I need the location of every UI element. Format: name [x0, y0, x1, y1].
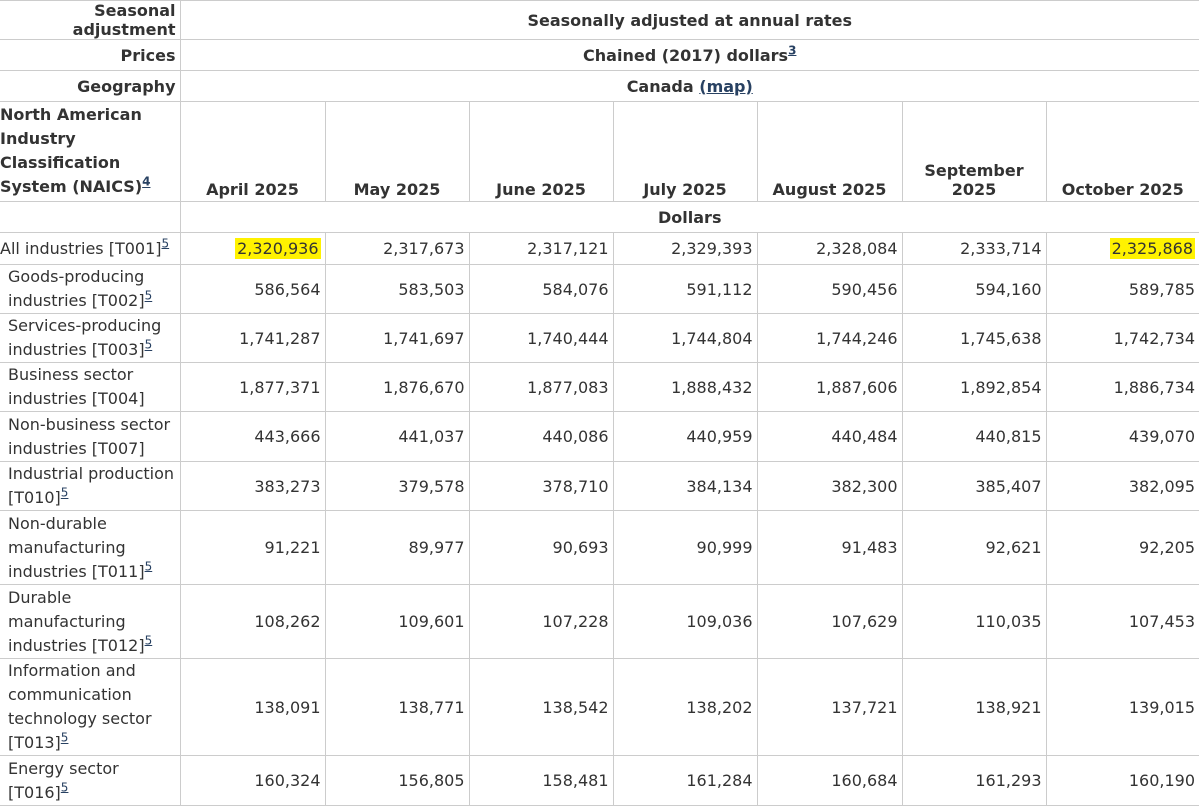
value-cell [902, 314, 1046, 363]
row-label: Non-durable manufacturing industries [T011] [8, 513, 145, 581]
value-cell [325, 756, 469, 806]
value-cell [757, 756, 902, 806]
map-link[interactable]: (map) [699, 76, 753, 96]
value-cell [1046, 363, 1199, 412]
value-text: 2,325,868 [1111, 239, 1193, 258]
value-cell [613, 314, 757, 363]
row-label: Services-producing industries [T003] [8, 316, 162, 359]
value-cell [902, 659, 1046, 756]
table-head [0, 1, 1199, 233]
value-cell [180, 462, 325, 511]
naics-label: North American Industry Classification System (NAICS) [0, 105, 143, 196]
value-cell [325, 585, 469, 659]
row-footnote-link[interactable]: 5 [60, 780, 69, 795]
value-text: 138,202 [686, 697, 753, 717]
value-text: 109,601 [398, 612, 465, 631]
value-text: 440,484 [831, 427, 898, 446]
value-text: 138,542 [542, 697, 609, 717]
value-text: 384,134 [686, 476, 753, 496]
seasonal-adjustment-label: Seasonal adjustment [0, 1, 180, 40]
value-cell [469, 756, 613, 806]
value-cell [902, 462, 1046, 511]
value-text: 441,037 [398, 427, 465, 446]
value-text: 138,771 [398, 697, 465, 717]
value-text: 108,262 [254, 612, 321, 631]
row-header [0, 314, 180, 363]
header-row-prices [0, 40, 1199, 71]
value-text: 1,745,638 [960, 328, 1042, 348]
table-row [0, 412, 1199, 462]
value-cell [902, 233, 1046, 265]
value-cell [180, 314, 325, 363]
header-row-geography [0, 71, 1199, 102]
value-text: 583,503 [398, 279, 465, 299]
table-row [0, 511, 1199, 585]
value-cell [757, 363, 902, 412]
value-cell [757, 659, 902, 756]
value-cell [902, 511, 1046, 585]
header-row-months [0, 102, 1199, 202]
value-cell [325, 412, 469, 462]
value-cell [180, 756, 325, 806]
value-text: 1,741,287 [239, 328, 321, 348]
value-text: 594,160 [975, 279, 1042, 299]
table-row [0, 756, 1199, 806]
geography-label: Geography [0, 71, 180, 102]
value-text: 156,805 [398, 771, 465, 790]
value-text: 1,744,246 [816, 328, 898, 348]
table-row [0, 659, 1199, 756]
value-text: 1,876,670 [383, 377, 465, 397]
value-cell [757, 462, 902, 511]
value-cell [613, 462, 757, 511]
prices-label: Prices [0, 40, 180, 71]
value-cell [757, 265, 902, 314]
value-text: 160,684 [831, 771, 898, 790]
value-text: 2,333,714 [960, 239, 1042, 258]
value-cell [757, 314, 902, 363]
value-text: 1,888,432 [671, 377, 753, 397]
value-cell [1046, 314, 1199, 363]
value-cell [469, 363, 613, 412]
value-cell [325, 511, 469, 585]
value-cell [325, 363, 469, 412]
value-cell [757, 233, 902, 265]
row-header [0, 585, 180, 659]
value-text: 439,070 [1128, 427, 1195, 446]
value-text: 586,564 [254, 279, 321, 299]
value-cell [180, 233, 325, 265]
value-cell [325, 659, 469, 756]
value-cell [469, 462, 613, 511]
value-text: 138,091 [254, 697, 321, 717]
table-row [0, 265, 1199, 314]
value-cell [325, 233, 469, 265]
value-text: 590,456 [831, 279, 898, 299]
row-label: Durable manufacturing industries [T012] [8, 587, 145, 655]
value-cell [1046, 233, 1199, 265]
value-text: 160,324 [254, 771, 321, 790]
value-text: 589,785 [1128, 279, 1195, 299]
value-cell [180, 265, 325, 314]
value-cell [469, 233, 613, 265]
value-cell [757, 585, 902, 659]
row-footnote-link[interactable]: 5 [144, 337, 153, 352]
row-footnote-link[interactable]: 5 [60, 485, 69, 500]
value-text: 92,205 [1139, 538, 1195, 557]
table-row [0, 314, 1199, 363]
value-cell [1046, 659, 1199, 756]
value-text: 89,977 [408, 538, 465, 557]
month-header: June 2025 [469, 102, 613, 202]
value-text: 382,300 [831, 476, 898, 496]
value-text: 160,190 [1128, 771, 1195, 790]
naics-label-cell [0, 102, 180, 202]
prices-footnote-link[interactable]: 3 [788, 43, 797, 58]
value-text: 440,959 [686, 427, 753, 446]
value-text: 161,284 [686, 771, 753, 790]
month-header: May 2025 [325, 102, 469, 202]
value-text: 109,036 [686, 612, 753, 631]
value-text: 2,328,084 [816, 239, 898, 258]
row-header [0, 412, 180, 462]
value-text: 440,815 [975, 427, 1042, 446]
value-text: 138,921 [975, 697, 1042, 717]
value-cell [1046, 412, 1199, 462]
value-text: 107,228 [542, 612, 609, 631]
prices-value-cell [180, 40, 1199, 71]
value-text: 110,035 [975, 612, 1042, 631]
row-footnote-link[interactable]: 5 [144, 288, 153, 303]
row-footnote-link[interactable]: 5 [144, 633, 153, 648]
value-cell [613, 412, 757, 462]
value-cell [902, 363, 1046, 412]
unit-label: Dollars [180, 202, 1199, 233]
value-text: 1,742,734 [1113, 328, 1195, 348]
value-cell [469, 585, 613, 659]
row-header [0, 363, 180, 412]
table-row [0, 462, 1199, 511]
value-text: 1,877,371 [239, 377, 321, 397]
row-label: Industrial production [T010] [8, 464, 175, 507]
value-text: 1,877,083 [527, 377, 609, 397]
value-cell [1046, 511, 1199, 585]
value-text: 1,741,697 [383, 328, 465, 348]
value-cell [325, 462, 469, 511]
value-text: 591,112 [686, 279, 753, 299]
row-header [0, 659, 180, 756]
row-header [0, 233, 180, 265]
value-cell [180, 659, 325, 756]
value-cell [613, 511, 757, 585]
row-label: Non-business sector industries [T007] [8, 414, 171, 458]
header-row-unit [0, 202, 1199, 233]
value-text: 137,721 [831, 697, 898, 717]
month-header: April 2025 [180, 102, 325, 202]
value-cell [180, 412, 325, 462]
row-header [0, 265, 180, 314]
value-cell [613, 659, 757, 756]
value-text: 378,710 [542, 476, 609, 496]
row-footnote-link[interactable]: 5 [144, 559, 153, 574]
value-cell [180, 511, 325, 585]
value-cell [902, 412, 1046, 462]
value-text: 2,320,936 [237, 239, 319, 258]
row-header [0, 462, 180, 511]
value-text: 385,407 [975, 476, 1042, 496]
value-text: 90,693 [552, 538, 609, 557]
value-text: 2,329,393 [671, 239, 753, 258]
row-header [0, 756, 180, 806]
header-row-seasonal [0, 1, 1199, 40]
geography-value-cell [180, 71, 1199, 102]
value-cell [1046, 265, 1199, 314]
value-text: 1,744,804 [671, 328, 753, 348]
row-header [0, 511, 180, 585]
value-cell [1046, 756, 1199, 806]
value-cell [180, 585, 325, 659]
value-cell [613, 756, 757, 806]
seasonal-adjustment-value: Seasonally adjusted at annual rates [180, 1, 1199, 40]
value-cell [325, 314, 469, 363]
table-row [0, 363, 1199, 412]
value-text: 91,483 [841, 538, 898, 557]
value-text: 1,892,854 [960, 377, 1042, 397]
value-cell [1046, 462, 1199, 511]
value-text: 1,886,734 [1113, 377, 1195, 397]
value-text: 440,086 [542, 427, 609, 446]
value-cell [1046, 585, 1199, 659]
value-cell [613, 233, 757, 265]
month-header: July 2025 [613, 102, 757, 202]
value-text: 1,740,444 [527, 328, 609, 348]
value-text: 382,095 [1128, 476, 1195, 496]
value-text: 139,015 [1128, 697, 1195, 717]
value-text: 379,578 [398, 476, 465, 496]
row-label: Goods-producing industries [T002] [8, 267, 145, 310]
row-label: All industries [T001] [0, 238, 162, 258]
value-text: 383,273 [254, 476, 321, 496]
naics-footnote-link[interactable]: 4 [142, 174, 151, 189]
table-body [0, 233, 1199, 806]
value-text: 107,453 [1128, 612, 1195, 631]
value-text: 90,999 [696, 538, 753, 557]
value-cell [180, 363, 325, 412]
value-text: 584,076 [542, 279, 609, 299]
month-header: October 2025 [1046, 102, 1199, 202]
value-cell [613, 585, 757, 659]
row-footnote-link[interactable]: 5 [161, 236, 170, 251]
value-text: 2,317,121 [527, 239, 609, 258]
month-header: August 2025 [757, 102, 902, 202]
value-text: 158,481 [542, 771, 609, 790]
value-text: 1,887,606 [816, 377, 898, 397]
value-cell [469, 659, 613, 756]
value-text: 161,293 [975, 771, 1042, 790]
value-cell [902, 265, 1046, 314]
value-cell [613, 363, 757, 412]
table-row [0, 585, 1199, 659]
month-header: September 2025 [902, 102, 1046, 202]
row-label: Information and communication technology sector [T013] [8, 661, 152, 752]
value-cell [757, 412, 902, 462]
value-text: 92,621 [985, 538, 1042, 557]
row-label: Energy sector [T016] [8, 758, 119, 802]
value-cell [469, 265, 613, 314]
value-cell [613, 265, 757, 314]
row-label: Business sector industries [T004] [8, 365, 145, 408]
value-cell [757, 511, 902, 585]
value-text: 2,317,673 [383, 239, 465, 258]
value-text: 91,221 [264, 538, 321, 557]
value-cell [902, 756, 1046, 806]
value-cell [325, 265, 469, 314]
table-row [0, 233, 1199, 265]
row-footnote-link[interactable]: 5 [60, 730, 69, 745]
value-cell [469, 412, 613, 462]
prices-value: Chained (2017) dollars [583, 45, 789, 65]
value-cell [469, 314, 613, 363]
value-text: 443,666 [254, 427, 321, 446]
value-cell [902, 585, 1046, 659]
value-cell [469, 511, 613, 585]
geography-value: Canada [626, 76, 694, 96]
unit-blank-cell [0, 202, 180, 233]
value-text: 107,629 [831, 612, 898, 631]
